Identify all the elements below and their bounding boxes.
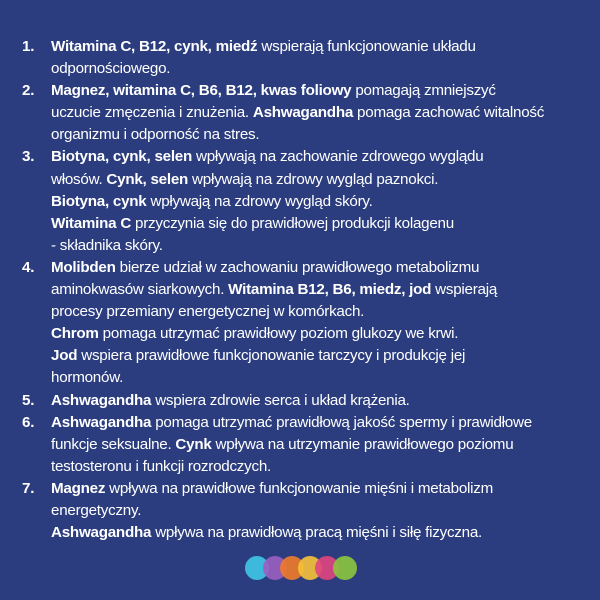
claim-phrase: przyczynia się do prawidłowej produkcji kolagenu: [131, 214, 454, 232]
ingredient-name: Magnez: [51, 479, 106, 497]
claim-text: [51, 80, 587, 146]
claim-phrase: funkcje seksualne.: [51, 435, 176, 453]
claim-phrase: energetyczny.: [51, 501, 142, 519]
claim-line: [51, 58, 587, 80]
claim-line: [51, 323, 587, 345]
ingredient-name: Ashwagandha: [51, 391, 152, 409]
claim-line: [51, 102, 587, 124]
claim-phrase: pomaga utrzymać prawidłowy poziom glukozy we krwi.: [98, 325, 459, 343]
claim-line: [51, 279, 587, 301]
claim-text: [51, 390, 587, 412]
claim-phrase: wspierają funkcjonowanie układu: [257, 38, 476, 55]
claim-phrase: wpływają na zdrowy wygląd skóry.: [146, 192, 373, 210]
color-dot: [333, 556, 357, 580]
health-claims-list: [22, 36, 587, 544]
claim-line: [51, 257, 587, 279]
claim-line: [51, 456, 587, 478]
claim-item: [22, 146, 587, 256]
ingredient-name: Ashwagandha: [51, 524, 152, 542]
claim-phrase: testosteronu i funkcji rozrodczych.: [51, 457, 272, 475]
claim-phrase: aminokwasów siarkowych.: [51, 281, 229, 299]
ingredient-name: Ashwagandha: [252, 104, 354, 122]
claim-line: [51, 301, 587, 323]
ingredient-name: Molibden: [51, 258, 116, 276]
claim-phrase: wpływa na prawidłowe funkcjonowanie mięśni i metabolizm: [105, 479, 494, 497]
claim-phrase: włosów.: [51, 170, 107, 188]
claim-text: [51, 146, 587, 256]
claim-item: [22, 80, 587, 146]
claim-phrase: organizmu i odporność na stres.: [51, 126, 260, 144]
ingredient-name: Magnez, witamina C, B6, B12, kwas foliowy: [51, 82, 352, 100]
claim-number: 7.: [22, 479, 35, 497]
claim-phrase: wpływa na prawidłową pracą mięśni i siłę fizyczna.: [151, 524, 483, 542]
claim-line: [51, 191, 587, 213]
claim-phrase: pomagają zmniejszyć: [351, 82, 496, 100]
claim-line: [51, 36, 587, 58]
claim-number: 5.: [22, 391, 35, 409]
claim-line: [51, 80, 587, 102]
claim-number: 2.: [22, 82, 35, 100]
claim-text: [51, 36, 587, 80]
claim-phrase: pomaga zachować witalność: [353, 104, 545, 122]
claim-text: [51, 412, 587, 478]
ingredient-name: Cynk, selen: [106, 170, 189, 188]
claim-line: [51, 522, 587, 544]
ingredient-name: Witamina C, B12, cynk, miedź: [51, 38, 258, 55]
brand-color-dots: [245, 556, 357, 580]
claim-phrase: wspiera zdrowie serca i układ krążenia.: [151, 391, 410, 409]
claim-line: [51, 146, 587, 168]
claim-phrase: wspierają: [431, 281, 498, 299]
claim-line: [51, 169, 587, 191]
claim-phrase: - składnika skóry.: [51, 236, 163, 254]
claim-item: [22, 478, 587, 544]
claim-phrase: uczucie zmęczenia i znużenia.: [51, 104, 253, 122]
ingredient-name: Witamina B12, B6, miedz, jod: [228, 281, 432, 299]
claim-item: [22, 412, 587, 478]
claim-line: [51, 235, 587, 257]
claim-phrase: pomaga utrzymać prawidłową jakość spermy i prawidłowe: [151, 413, 532, 431]
ingredient-name: Chrom: [51, 325, 99, 343]
claim-line: [51, 412, 587, 434]
claim-number: 1.: [22, 38, 35, 55]
ingredient-name: Biotyna, cynk: [51, 192, 147, 210]
claim-line: [51, 478, 587, 500]
claim-phrase: bierze udział w zachowaniu prawidłowego metabolizmu: [115, 258, 480, 276]
claim-line: [51, 345, 587, 367]
ingredient-name: Biotyna, cynk, selen: [51, 148, 193, 166]
claim-number: 4.: [22, 258, 35, 276]
claim-number: 3.: [22, 148, 35, 166]
claim-phrase: wpływają na zdrowy wygląd paznokci.: [188, 170, 439, 188]
claim-phrase: hormonów.: [51, 369, 124, 387]
claim-item: [22, 390, 587, 412]
claim-phrase: procesy przemiany energetycznej w komórkach.: [51, 303, 365, 321]
ingredient-name: Ashwagandha: [51, 413, 152, 431]
claim-phrase: odpornościowego.: [51, 60, 171, 78]
claim-number: 6.: [22, 413, 35, 431]
ingredient-name: Cynk: [175, 435, 212, 453]
claim-line: [51, 434, 587, 456]
claim-phrase: wpływają na zachowanie zdrowego wyglądu: [192, 148, 484, 166]
claim-line: [51, 213, 587, 235]
claim-item: [22, 257, 587, 390]
claim-phrase: wspiera prawidłowe funkcjonowanie tarczycy i produkcję jej: [77, 347, 466, 365]
claim-text: [51, 257, 587, 390]
claim-line: [51, 124, 587, 146]
ingredient-name: Witamina C: [51, 214, 132, 232]
claim-line: [51, 500, 587, 522]
claim-line: [51, 367, 587, 389]
claim-text: [51, 478, 587, 544]
claim-phrase: wpływa na utrzymanie prawidłowego poziomu: [211, 435, 514, 453]
claim-item: [22, 36, 587, 80]
ingredient-name: Jod: [51, 347, 78, 365]
claim-line: [51, 390, 587, 412]
